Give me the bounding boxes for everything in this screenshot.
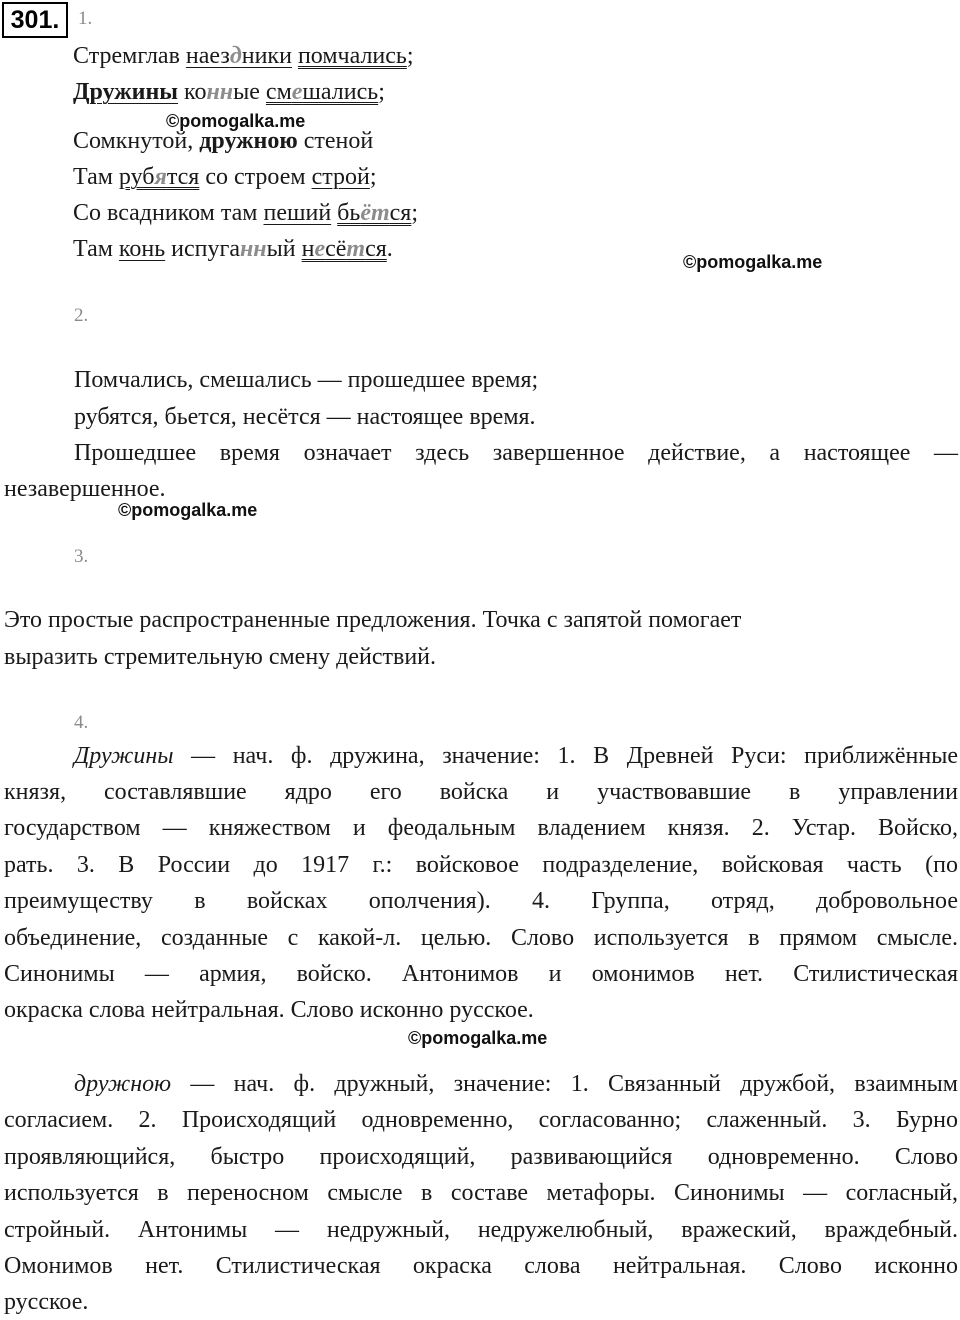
text-line: Синонимы — армия, войско. Антонимов и омонимов нет. Стилистическая xyxy=(4,961,958,987)
text-line: проявляющийся, быстро происходящий, развивающийся одновременно. Слово xyxy=(4,1144,958,1170)
poem-line: Сомкнутой, дружною стеной xyxy=(73,128,374,154)
text-line: преимуществу в войсках ополчения). 4. Группа, отряд, добровольное xyxy=(4,888,958,914)
term: Дружины xyxy=(74,743,174,769)
poem-line: Со всадником там пеший бьётся; xyxy=(73,200,419,226)
section-number-4: 4. xyxy=(74,712,89,733)
double-underlined-word: помчались xyxy=(297,43,407,69)
underlined-word: строй xyxy=(311,164,370,190)
text-line: государством — княжеством и феодальным владением князя. 2. Устар. Войско, xyxy=(4,815,958,841)
double-underlined-word: рубятся xyxy=(118,164,200,190)
underlined-word: наездники xyxy=(185,43,292,69)
text-line: выразить стремительную смену действий. xyxy=(4,644,437,670)
text-line: окраска слова нейтральная. Слово исконно русское. xyxy=(4,997,534,1023)
section-number-2: 2. xyxy=(74,305,89,326)
poem-line: Там рубятся со строем строй; xyxy=(73,164,377,190)
watermark: ©pomogalka.me xyxy=(118,500,258,520)
text-line: стройный. Антонимы — недружный, недружелюбный, вражеский, враждебный. xyxy=(4,1217,958,1243)
subject-word: Дружины xyxy=(73,79,179,105)
poem-line: Там конь испуганный несётся. xyxy=(73,236,393,262)
double-underlined-word: несётся xyxy=(301,236,387,262)
text-line: используется в переносном смысле в составе метафоры. Синонимы — согласный, xyxy=(4,1180,958,1206)
text-line: Прошедшее время означает здесь завершенное действие, а настоящее — xyxy=(74,440,958,466)
text-line: князя, составлявшие ядро его войска и участвовавшие в управлении xyxy=(4,779,958,805)
section-number-3: 3. xyxy=(74,546,89,567)
text-line: рать. 3. В России до 1917 г.: войсковое подразделение, войсковая часть (по xyxy=(4,852,958,878)
text-line: согласием. 2. Происходящий одновременно, согласованно; слаженный. 3. Бурно xyxy=(4,1107,958,1133)
exercise-number: 301. xyxy=(2,2,68,38)
text-line: дружною — нач. ф. дружный, значение: 1. Связанный дружбой, взаимным xyxy=(74,1071,958,1097)
text-line: Помчались, смешались — прошедшее время; xyxy=(74,367,539,393)
bold-word: дружною xyxy=(199,128,298,154)
text-line: русское. xyxy=(4,1289,89,1315)
text-line: объединение, созданные с какой-л. целью. Слово используется в прямом смысле. xyxy=(4,925,958,951)
term: дружною xyxy=(74,1071,172,1097)
double-underlined-word: бьётся xyxy=(337,200,412,226)
text-line: Омонимов нет. Стилистическая окраска слова нейтральная. Слово исконно xyxy=(4,1253,958,1279)
text-line: незавершенное. xyxy=(4,476,166,502)
watermark: ©pomogalka.me xyxy=(408,1028,548,1048)
poem-line: Стремглав наездники помчались; xyxy=(73,43,414,69)
watermark: ©pomogalka.me xyxy=(683,252,823,272)
text-line: Это простые распространенные предложения. Точка с запятой помогает xyxy=(4,607,742,633)
text-line: рубятся, бьется, несётся — настоящее время. xyxy=(74,404,536,430)
underlined-word: конь xyxy=(118,236,166,262)
watermark: ©pomogalka.me xyxy=(166,111,306,131)
double-underlined-word: смешались xyxy=(265,79,379,105)
poem-line: Дружины конные смешались; xyxy=(73,79,385,105)
underlined-word: пеший xyxy=(263,200,332,226)
section-number-1: 1. xyxy=(78,8,93,29)
text-line: Дружины — нач. ф. дружина, значение: 1. В Древней Руси: приближённые xyxy=(74,743,958,769)
